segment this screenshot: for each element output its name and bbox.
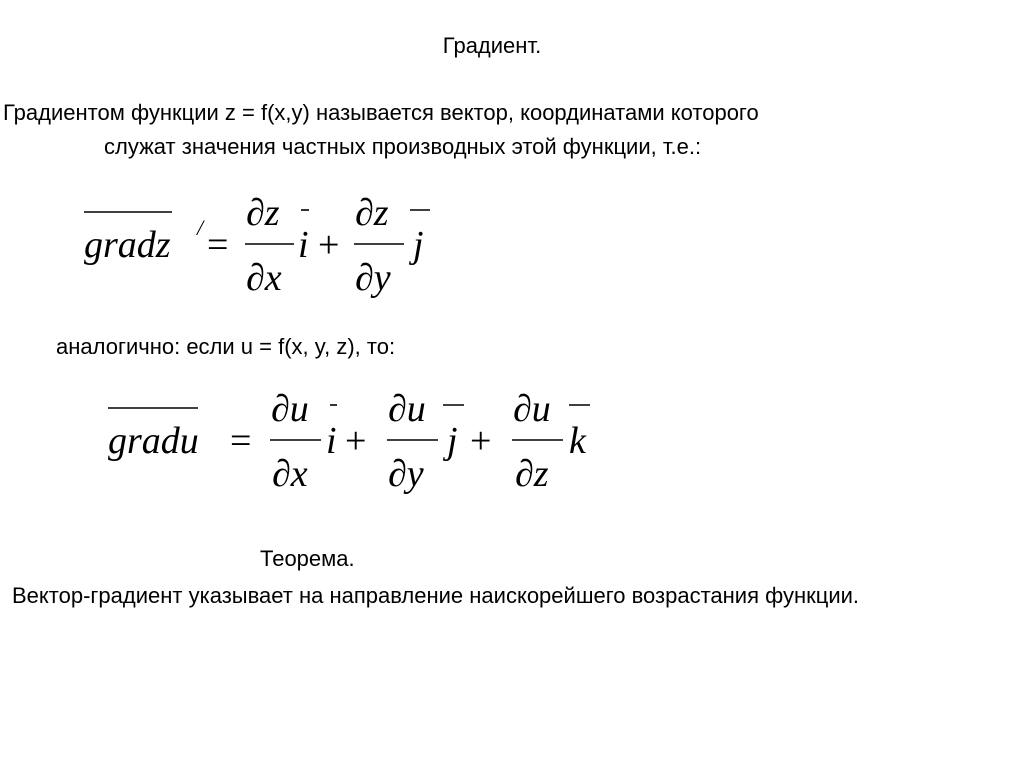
prime-mark: / xyxy=(197,215,204,240)
vector-i: i xyxy=(298,224,309,266)
equals-sign: = xyxy=(207,224,229,266)
fraction2-numerator: ∂u xyxy=(388,388,426,430)
vector-j: j xyxy=(447,420,458,462)
fraction3-numerator: ∂u xyxy=(513,388,551,430)
definition-line-1: Градиентом функции z = f(x,y) называется вектор, координатами которого xyxy=(3,100,759,125)
fraction1-numerator: ∂u xyxy=(271,388,309,430)
fraction3-denominator: ∂z xyxy=(515,453,549,495)
fraction2-denominator: ∂y xyxy=(388,453,424,495)
fraction2-denominator: ∂y xyxy=(355,257,391,299)
fraction1-numerator: ∂z xyxy=(246,192,280,234)
plus-sign-2: + xyxy=(470,420,492,462)
fraction1-denominator: ∂x xyxy=(272,453,308,495)
definition-line-2: служат значения частных производных этой функции, т.е.: xyxy=(104,134,702,159)
theorem-title: Теорема. xyxy=(260,546,355,571)
analogy-text: аналогично: если u = f(x, y, z), то: xyxy=(56,334,396,359)
plus-sign-1: + xyxy=(345,420,367,462)
vector-k: k xyxy=(569,420,586,462)
fraction2-numerator: ∂z xyxy=(355,192,389,234)
gradient-formula-3d xyxy=(0,385,620,500)
vector-j: j xyxy=(413,224,424,266)
plus-sign: + xyxy=(318,224,340,266)
page-title: Градиент. xyxy=(442,33,542,58)
theorem-text: Вектор-градиент указывает на направление наискорейшего возрастания функции. xyxy=(12,583,860,608)
fraction1-denominator: ∂x xyxy=(246,257,282,299)
gradient-formula-2d xyxy=(0,190,460,305)
grad-lhs: gradu xyxy=(108,420,199,462)
grad-lhs: gradz xyxy=(84,224,171,266)
vector-i: i xyxy=(326,420,337,462)
equals-sign: = xyxy=(230,420,252,462)
